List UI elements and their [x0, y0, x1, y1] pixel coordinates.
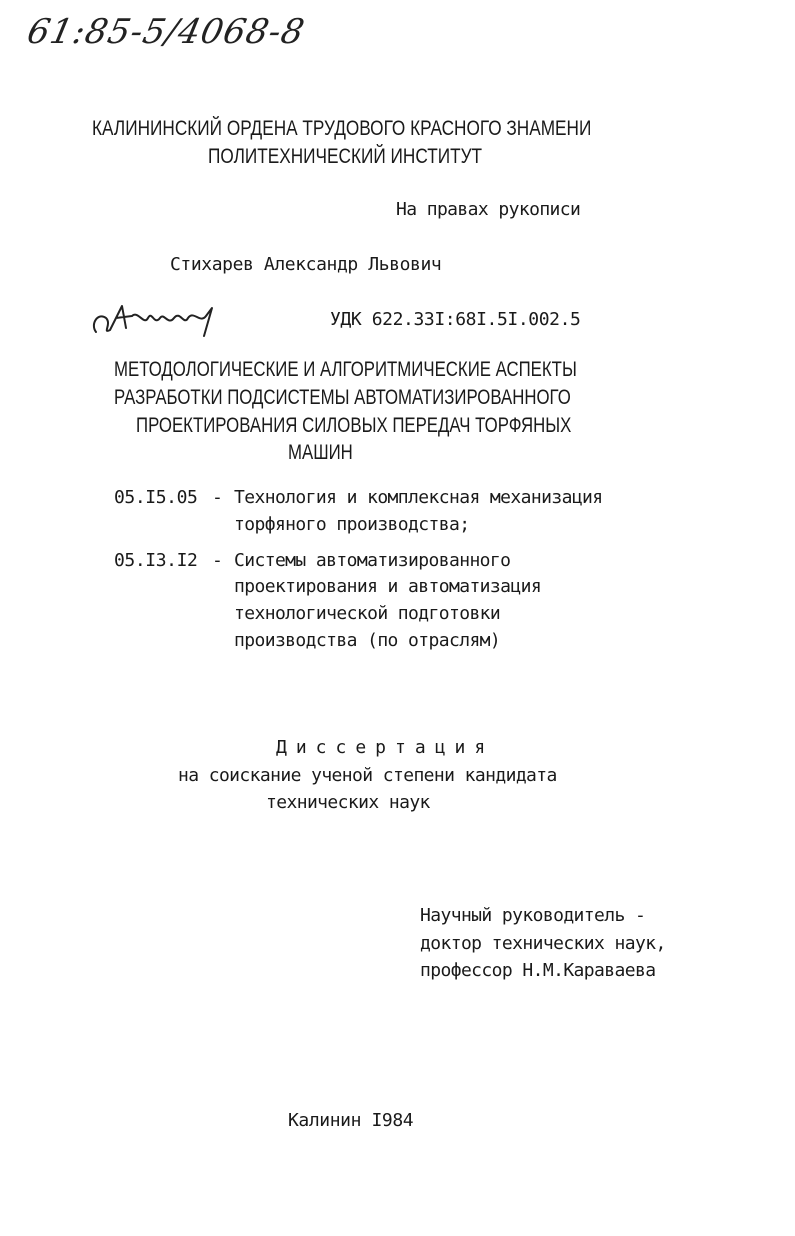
author-signature [88, 296, 238, 346]
specialty-line: технологической подготовки [234, 603, 501, 624]
supervisor-line-1: Научный руководитель - [420, 905, 646, 926]
title-line-3: ПРОЕКТИРОВАНИЯ СИЛОВЫХ ПЕРЕДАЧ ТОРФЯНЫХ [136, 414, 572, 437]
specialty-line: проектирования и автоматизация [234, 576, 542, 597]
specialty-line: торфяного производства; [234, 514, 470, 535]
specialty-line: Системы автоматизированного [234, 550, 511, 571]
specialty-code: 05.I5.05 [114, 487, 198, 508]
manuscript-note: На правах рукописи [396, 199, 581, 220]
dissertation-line-2: технических наук [266, 792, 430, 813]
specialty-dash: - [212, 550, 223, 571]
dissertation-line-1: на соискание ученой степени кандидата [178, 765, 557, 786]
specialty-line: производства (по отраслям) [234, 630, 501, 651]
institution-line-1: КАЛИНИНСКИЙ ОРДЕНА ТРУДОВОГО КРАСНОГО ЗНАМЕНИ [92, 117, 592, 140]
title-line-4: МАШИН [288, 441, 353, 464]
title-line-2: РАЗРАБОТКИ ПОДСИСТЕМЫ АВТОМАТИЗИРОВАННОГО [114, 386, 571, 409]
specialty-dash: - [212, 487, 223, 508]
specialty-line: Технология и комплексная механизация [234, 487, 603, 508]
author-name: Стихарев Александр Львович [170, 254, 442, 275]
specialty-code: 05.I3.I2 [114, 550, 198, 571]
udc-code: УДК 622.33I:68I.5I.002.5 [330, 309, 581, 330]
supervisor-line-2: доктор технических наук, [420, 933, 666, 954]
archive-number: 61:85-5/4068-8 [23, 12, 309, 52]
institution-line-2: ПОЛИТЕХНИЧЕСКИЙ ИНСТИТУТ [208, 145, 483, 168]
supervisor-line-3: профессор Н.М.Караваева [420, 960, 656, 981]
dissertation-heading: Диссертация [276, 737, 495, 758]
place-year: Калинин I984 [288, 1110, 414, 1131]
title-line-1: МЕТОДОЛОГИЧЕСКИЕ И АЛГОРИТМИЧЕСКИЕ АСПЕКТЫ [114, 358, 577, 381]
